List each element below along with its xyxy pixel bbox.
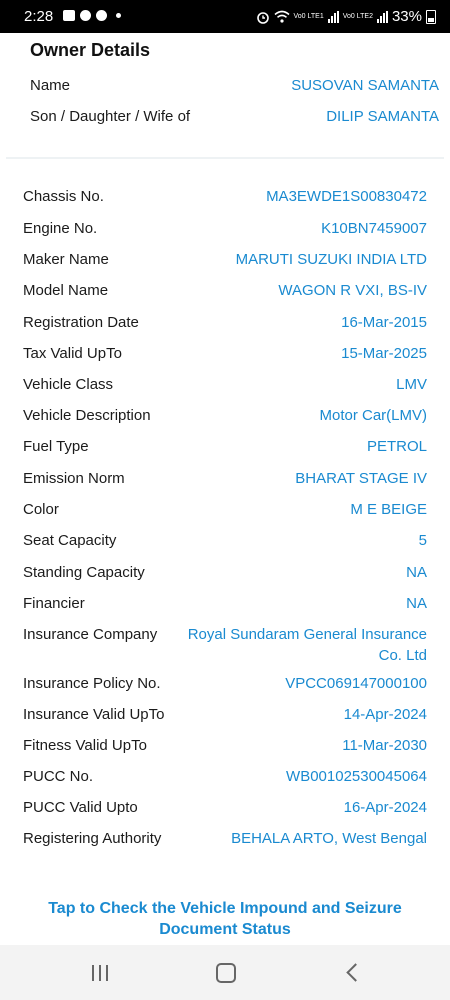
messenger-icon — [96, 10, 107, 21]
row-value: WAGON R VXI, BS-IV — [278, 282, 427, 299]
row-label: Registration Date — [23, 314, 139, 331]
vehicle-row-chassis — [23, 186, 427, 207]
home-button[interactable] — [196, 945, 256, 1000]
row-value: 5 — [418, 532, 427, 549]
home-icon — [216, 963, 236, 983]
row-value: 15-Mar-2025 — [341, 345, 427, 362]
more-dot-icon — [116, 13, 121, 18]
vehicle-row-description — [23, 405, 427, 426]
row-label: Chassis No. — [23, 188, 104, 205]
row-value: MARUTI SUZUKI INDIA LTD — [235, 251, 427, 268]
volte-label-1: Vo0 LTE1 — [293, 13, 324, 20]
row-value: DILIP SAMANTA — [326, 108, 439, 125]
vehicle-row-tax-valid — [23, 343, 427, 364]
insurance-company-line2: Co. Ltd — [378, 647, 427, 664]
row-label: Name — [30, 77, 71, 94]
row-value: PETROL — [366, 438, 427, 455]
row-value: VPCC069147000100 — [285, 675, 427, 692]
row-value: 16-Mar-2015 — [341, 314, 427, 331]
row-label: Maker Name — [23, 251, 109, 268]
row-value: MA3EWDE1S00830472 — [266, 188, 427, 205]
row-value: BEHALA ARTO, West Bengal — [231, 830, 427, 847]
notification-icons — [63, 10, 121, 21]
status-bar — [0, 0, 450, 33]
impound-link-line1: Tap to Check the Vehicle Impound and Seizure — [48, 900, 402, 917]
status-time: 2:28 — [24, 8, 54, 25]
insurance-company-line1: Royal Sundaram General Insurance — [187, 626, 427, 643]
wifi-icon — [274, 10, 290, 23]
impound-status-link[interactable] — [0, 898, 450, 940]
row-label: PUCC Valid Upto — [23, 799, 138, 816]
row-label: Insurance Valid UpTo — [23, 706, 165, 723]
vehicle-row-emission — [23, 468, 427, 489]
row-value: K10BN7459007 — [321, 220, 427, 237]
vehicle-row-registering-authority — [23, 828, 427, 849]
vehicle-row-fuel-type — [23, 436, 427, 457]
row-label: Financier — [23, 595, 85, 612]
vehicle-row-engine — [23, 218, 427, 239]
owner-row-relation — [30, 106, 439, 127]
vehicle-row-registration-date — [23, 312, 427, 333]
vehicle-row-color — [23, 499, 427, 520]
alarm-icon — [256, 10, 270, 24]
vehicle-row-insurance-valid — [23, 704, 427, 725]
battery-percent: 33% — [391, 8, 422, 25]
recent-apps-button[interactable] — [70, 945, 130, 1000]
row-label: Registering Authority — [23, 830, 162, 847]
battery-icon — [426, 10, 436, 24]
row-label: Tax Valid UpTo — [23, 345, 122, 362]
volte-signal-2-icon — [377, 11, 388, 23]
row-label: Vehicle Class — [23, 376, 114, 393]
row-label: Color — [23, 501, 59, 518]
vehicle-row-policy-no — [23, 673, 427, 694]
row-label: Fitness Valid UpTo — [23, 737, 147, 754]
row-label: Son / Daughter / Wife of — [30, 108, 191, 125]
row-value: LMV — [396, 376, 427, 393]
gallery-icon — [63, 10, 75, 21]
vehicle-row-pucc-valid — [23, 797, 427, 818]
owner-details-title: Owner Details — [30, 40, 151, 60]
row-label: Insurance Policy No. — [23, 675, 161, 692]
volte-label-2: Vo0 LTE2 — [342, 13, 373, 20]
vehicle-row-insurance-company — [23, 624, 427, 666]
row-value: NA — [406, 595, 427, 612]
row-label: Standing Capacity — [23, 564, 145, 581]
row-label: PUCC No. — [23, 768, 94, 785]
row-label: Fuel Type — [23, 438, 89, 455]
navigation-bar — [0, 945, 450, 1000]
owner-row-name — [30, 75, 439, 96]
row-value: 11-Mar-2030 — [342, 737, 427, 754]
system-icons — [256, 8, 437, 25]
vehicle-row-standing-capacity — [23, 562, 427, 583]
row-value: 14-Apr-2024 — [343, 706, 427, 723]
row-label: Engine No. — [23, 220, 98, 237]
row-label: Vehicle Description — [23, 407, 151, 424]
row-label: Emission Norm — [23, 470, 125, 487]
recent-apps-icon — [92, 965, 108, 981]
vehicle-row-maker — [23, 249, 427, 270]
impound-link-line2: Document Status — [159, 921, 291, 938]
vehicle-row-pucc-no — [23, 766, 427, 787]
row-label: Seat Capacity — [23, 532, 117, 549]
vehicle-row-seat-capacity — [23, 530, 427, 551]
back-button[interactable] — [322, 945, 382, 1000]
row-value: BHARAT STAGE IV — [295, 470, 427, 487]
back-icon — [346, 963, 364, 981]
row-value: SUSOVAN SAMANTA — [291, 77, 439, 94]
row-value: M E BEIGE — [350, 501, 427, 518]
vehicle-row-financier — [23, 593, 427, 614]
volte-signal-1-icon — [328, 11, 339, 23]
row-value: WB00102530045064 — [286, 768, 427, 785]
chat-icon — [80, 10, 91, 21]
section-divider — [6, 157, 444, 159]
row-value: 16-Apr-2024 — [343, 799, 427, 816]
row-value — [188, 624, 427, 666]
vehicle-row-fitness-valid — [23, 735, 427, 756]
row-value: Motor Car(LMV) — [319, 407, 427, 424]
row-label: Model Name — [23, 282, 109, 299]
vehicle-row-model — [23, 280, 427, 301]
row-value: NA — [406, 564, 427, 581]
row-label: Insurance Company — [23, 626, 158, 643]
vehicle-row-class — [23, 374, 427, 395]
